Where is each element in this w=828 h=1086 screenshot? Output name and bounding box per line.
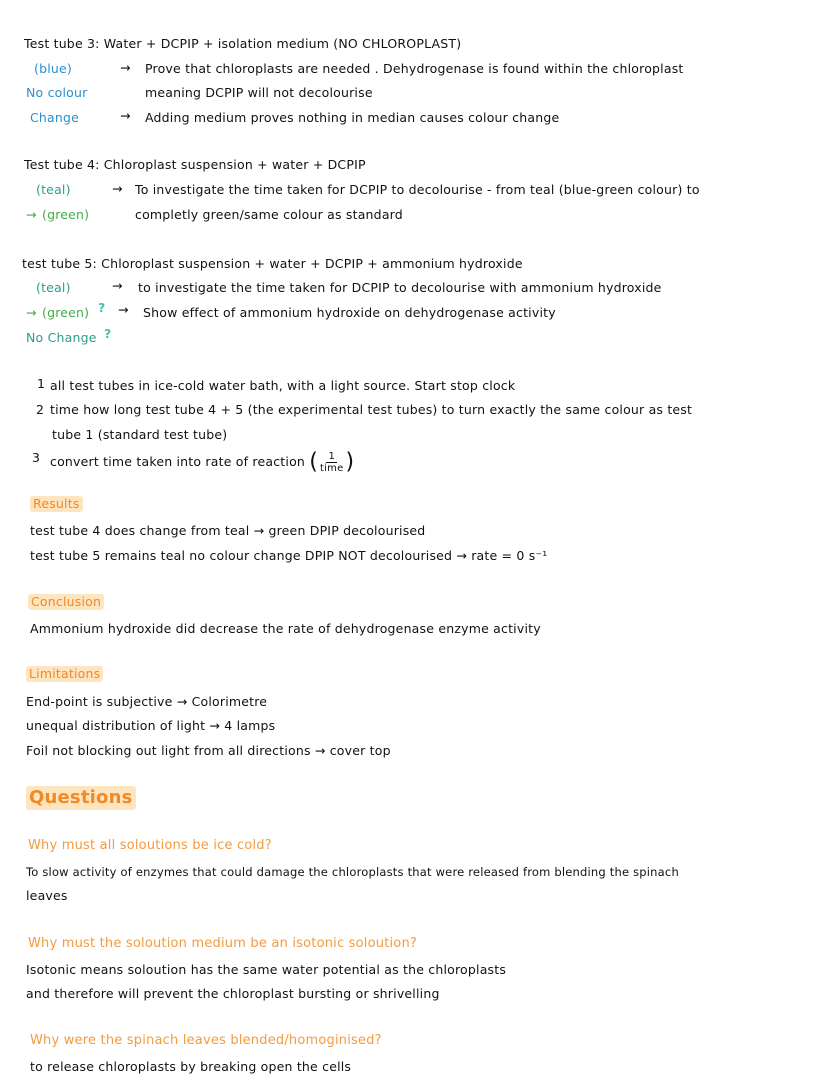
tt3-line-1: Prove that chloroplasts are needed . Dehydrogenase is found within the chloroplast xyxy=(145,61,684,76)
tt4-green-label: (green) xyxy=(42,207,90,222)
method-step-2b: tube 1 (standard test tube) xyxy=(52,427,228,442)
tt5-heading: test tube 5: Chloroplast suspension + water + DCPIP + ammonium hydroxide xyxy=(22,256,523,271)
rate-formula xyxy=(320,451,343,474)
question-1: Why must all soloutions be ice cold? xyxy=(28,838,272,853)
conclusion-text: Ammonium hydroxide did decrease the rate of dehydrogenase enzyme activity xyxy=(30,621,541,636)
method-step-2: time how long test tube 4 + 5 (the experimental test tubes) to turn exactly the same colour as test xyxy=(50,402,693,417)
tt5-no-change-question-mark: ? xyxy=(104,326,112,341)
question-2: Why must the soloution medium be an isotonic soloution? xyxy=(28,936,417,951)
tt4-arrow: → xyxy=(112,181,123,196)
questions-heading-wrap xyxy=(26,786,136,811)
limitation-1: End-point is subjective → Colorimetre xyxy=(26,694,268,709)
tt5-green-arrow: → xyxy=(26,305,37,320)
tt3-blue-label: (blue) xyxy=(34,61,72,76)
tt3-change-label: Change xyxy=(30,110,80,125)
tt5-line-2: Show effect of ammonium hydroxide on dehydrogenase activity xyxy=(143,305,556,320)
tt3-line-2: Adding medium proves nothing in median causes colour change xyxy=(145,110,560,125)
tt5-teal-label: (teal) xyxy=(36,280,71,295)
formula-open-paren: ( xyxy=(309,449,319,475)
method-number-2: 2 xyxy=(36,402,45,417)
results-line-1: test tube 4 does change from teal → green DPIP decolourised xyxy=(30,523,426,538)
tt3-line-1b: meaning DCPIP will not decolourise xyxy=(145,85,373,100)
tt4-line-1: To investigate the time taken for DCPIP to decolourise - from teal (blue-green colour) to xyxy=(135,182,700,197)
results-line-2: test tube 5 remains teal no colour change DPIP NOT decolourised → rate = 0 s⁻¹ xyxy=(30,548,548,563)
tt5-green-label: (green) xyxy=(42,305,90,320)
conclusion-heading: Conclusion xyxy=(28,594,104,610)
answer-2b: and therefore will prevent the chloroplast bursting or shrivelling xyxy=(26,986,440,1001)
method-number-1: 1 xyxy=(37,376,46,391)
tt4-heading: Test tube 4: Chloroplast suspension + water + DCPIP xyxy=(24,157,366,172)
tt5-arrow-1: → xyxy=(112,278,123,293)
method-step-3-text: convert time taken into rate of reaction xyxy=(50,454,306,469)
formula-denominator: time xyxy=(320,463,344,474)
tt3-no-colour-label: No colour xyxy=(26,85,88,100)
answer-1b: leaves xyxy=(26,888,68,903)
tt3-arrow-2: → xyxy=(120,108,131,123)
tt5-arrow-2: → xyxy=(118,302,129,317)
limitations-heading: Limitations xyxy=(26,666,103,682)
questions-heading: Questions xyxy=(26,786,136,810)
tt5-no-change-label: No Change xyxy=(26,330,97,345)
limitation-2: unequal distribution of light → 4 lamps xyxy=(26,718,276,733)
formula-close-paren: ) xyxy=(345,449,355,475)
answer-2: Isotonic means soloution has the same water potential as the chloroplasts xyxy=(26,962,507,977)
question-3: Why were the spinach leaves blended/homoginised? xyxy=(30,1033,382,1048)
method-step-3 xyxy=(50,451,354,474)
limitation-3: Foil not blocking out light from all directions → cover top xyxy=(26,743,391,758)
tt5-green-question-mark: ? xyxy=(98,300,106,315)
tt4-line-1b: completly green/same colour as standard xyxy=(135,207,403,222)
conclusion-heading-wrap xyxy=(28,594,104,610)
answer-3: to release chloroplasts by breaking open the cells xyxy=(30,1059,352,1074)
tt4-teal-label: (teal) xyxy=(36,182,71,197)
formula-numerator: 1 xyxy=(328,451,336,462)
method-number-3: 3 xyxy=(32,450,41,465)
results-heading-wrap xyxy=(30,496,83,512)
limitations-heading-wrap xyxy=(26,666,103,682)
tt3-heading: Test tube 3: Water + DCPIP + isolation medium (NO CHLOROPLAST) xyxy=(24,36,462,51)
answer-1: To slow activity of enzymes that could damage the chloroplasts that were released from blending the spinach xyxy=(26,865,679,879)
tt3-arrow-1: → xyxy=(120,60,131,75)
method-step-1: all test tubes in ice-cold water bath, with a light source. Start stop clock xyxy=(50,378,516,393)
tt4-green-arrow: → xyxy=(26,207,37,222)
results-heading: Results xyxy=(30,496,83,512)
tt5-line-1: to investigate the time taken for DCPIP to decolourise with ammonium hydroxide xyxy=(138,280,662,295)
